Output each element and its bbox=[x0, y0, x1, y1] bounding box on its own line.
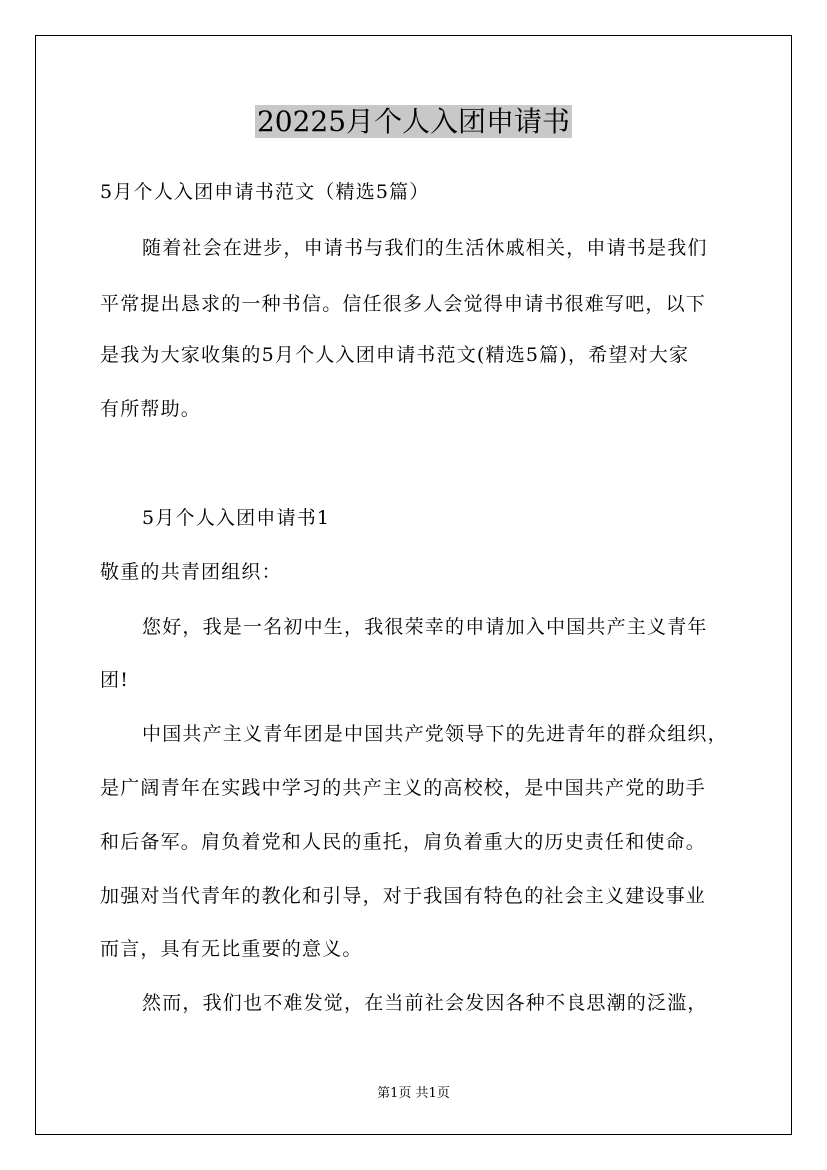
salutation-line: 敬重的共青团组织： bbox=[100, 561, 282, 583]
document-title bbox=[0, 102, 827, 142]
subtitle-line: 5月个人入团申请书范文（精选5篇） bbox=[100, 181, 430, 203]
paragraph-line: 加强对当代青年的教化和引导，对于我国有特色的社会主义建设事业 bbox=[100, 885, 707, 907]
section-heading: 5月个人入团申请书1 bbox=[142, 507, 331, 529]
page-footer: 第1页 共1页 bbox=[377, 1086, 450, 1101]
paragraph-line: 是我为大家收集的5月个人入团申请书范文(精选5篇)，希望对大家 bbox=[100, 344, 690, 366]
paragraph-line: 平常提出恳求的一种书信。信任很多人会觉得申请书很难写吧，以下 bbox=[100, 293, 707, 315]
paragraph-line: 是广阔青年在实践中学习的共产主义的高校校，是中国共产党的助手 bbox=[100, 777, 707, 799]
document-title-text: 20225月个人入团申请书 bbox=[256, 105, 571, 138]
paragraph-line: 有所帮助。 bbox=[100, 398, 202, 420]
paragraph-line: 中国共产主义青年团是中国共产党领导下的先进青年的群众组织， bbox=[142, 723, 728, 745]
paragraph-line: 您好，我是一名初中生，我很荣幸的申请加入中国共产主义青年 bbox=[142, 616, 708, 638]
paragraph-line: 随着社会在进步，申请书与我们的生活休戚相关，申请书是我们 bbox=[142, 237, 708, 259]
paragraph-line: 和后备军。肩负着党和人民的重托，肩负着重大的历史责任和使命。 bbox=[100, 831, 707, 853]
paragraph-line: 团! bbox=[100, 669, 130, 691]
paragraph-line: 而言，具有无比重要的意义。 bbox=[100, 938, 363, 960]
paragraph-line: 然而，我们也不难发觉，在当前社会发因各种不良思潮的泛滥， bbox=[142, 992, 708, 1014]
